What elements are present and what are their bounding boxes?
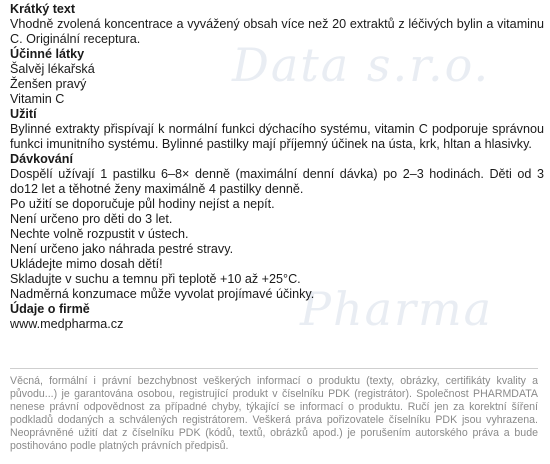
- section-heading-short-text: Krátký text: [10, 2, 76, 16]
- dosage-note: Není určeno pro děti do 3 let.: [10, 212, 173, 226]
- ingredient-item: Vitamin C: [10, 92, 65, 106]
- usage-body: Bylinné extrakty přispívají k normální funkci dýchacího systému, vitamin C podporuje správnou funkci imunitního systému. Bylinné pastilky mají příjemný účinek na ústa, krk, hltan a hlasivky.: [10, 122, 544, 151]
- dosage-note: Po užití se doporučuje půl hodiny nejíst a nepít.: [10, 197, 275, 211]
- dosage-body: Dospělí užívají 1 pastilku 6–8× denně (maximální denní dávka) po 2–3 hodinách. Děti od 3 do12 let a těhotné ženy maximálně 4 pastilky denně.: [10, 167, 544, 196]
- watermark: Data s.r.o.: [232, 38, 491, 92]
- dosage-note: Ukládejte mimo dosah dětí!: [10, 257, 163, 271]
- section-heading-ingredients: Účinné látky: [10, 47, 85, 61]
- section-heading-dosage: Dávkování: [10, 152, 73, 166]
- dosage-note: Není určeno jako náhrada pestré stravy.: [10, 242, 234, 256]
- dosage-note: Nechte volně rozpustit v ústech.: [10, 227, 189, 241]
- short-text-body: Vhodně zvolená koncentrace a vyvážený obsah více než 20 extraktů z léčivých bylin a vitaminu C. Originální receptura.: [10, 17, 544, 46]
- watermark: Pharma: [300, 282, 494, 336]
- section-heading-usage: Užití: [10, 107, 37, 121]
- dosage-note: Skladujte v suchu a temnu při teplotě +10 až +25°C.: [10, 272, 301, 286]
- section-heading-company: Údaje o firmě: [10, 302, 90, 316]
- ingredient-item: Šalvěj lékařská: [10, 62, 95, 76]
- company-website: www.medpharma.cz: [10, 317, 124, 331]
- ingredient-item: Ženšen pravý: [10, 77, 87, 91]
- legal-disclaimer: Věcná, formální i právní bezchybnost veškerých informací o produktu (texty, obrázky, certifikáty kvality a původu...) je garantována osobou, registrující produkt v číselníku PDK (registrátor). Společnost PHARMDATA nenese právní odpovědnost za případné chyby, týkající se informací o produktu. Ručí jen za korektní šíření podkladů dodaných a schválených registrátorem. Veškerá práva pořizovatele číselníku PDK jsou vyhrazena. Neoprávněné užití dat z číselníku PDK (kódů, textů, obrázků apod.) je porušením autorského práva a bude postihováno podle platných právních předpisů.: [10, 368, 538, 453]
- dosage-note: Nadměrná konzumace může vyvolat projímavé účinky.: [10, 287, 315, 301]
